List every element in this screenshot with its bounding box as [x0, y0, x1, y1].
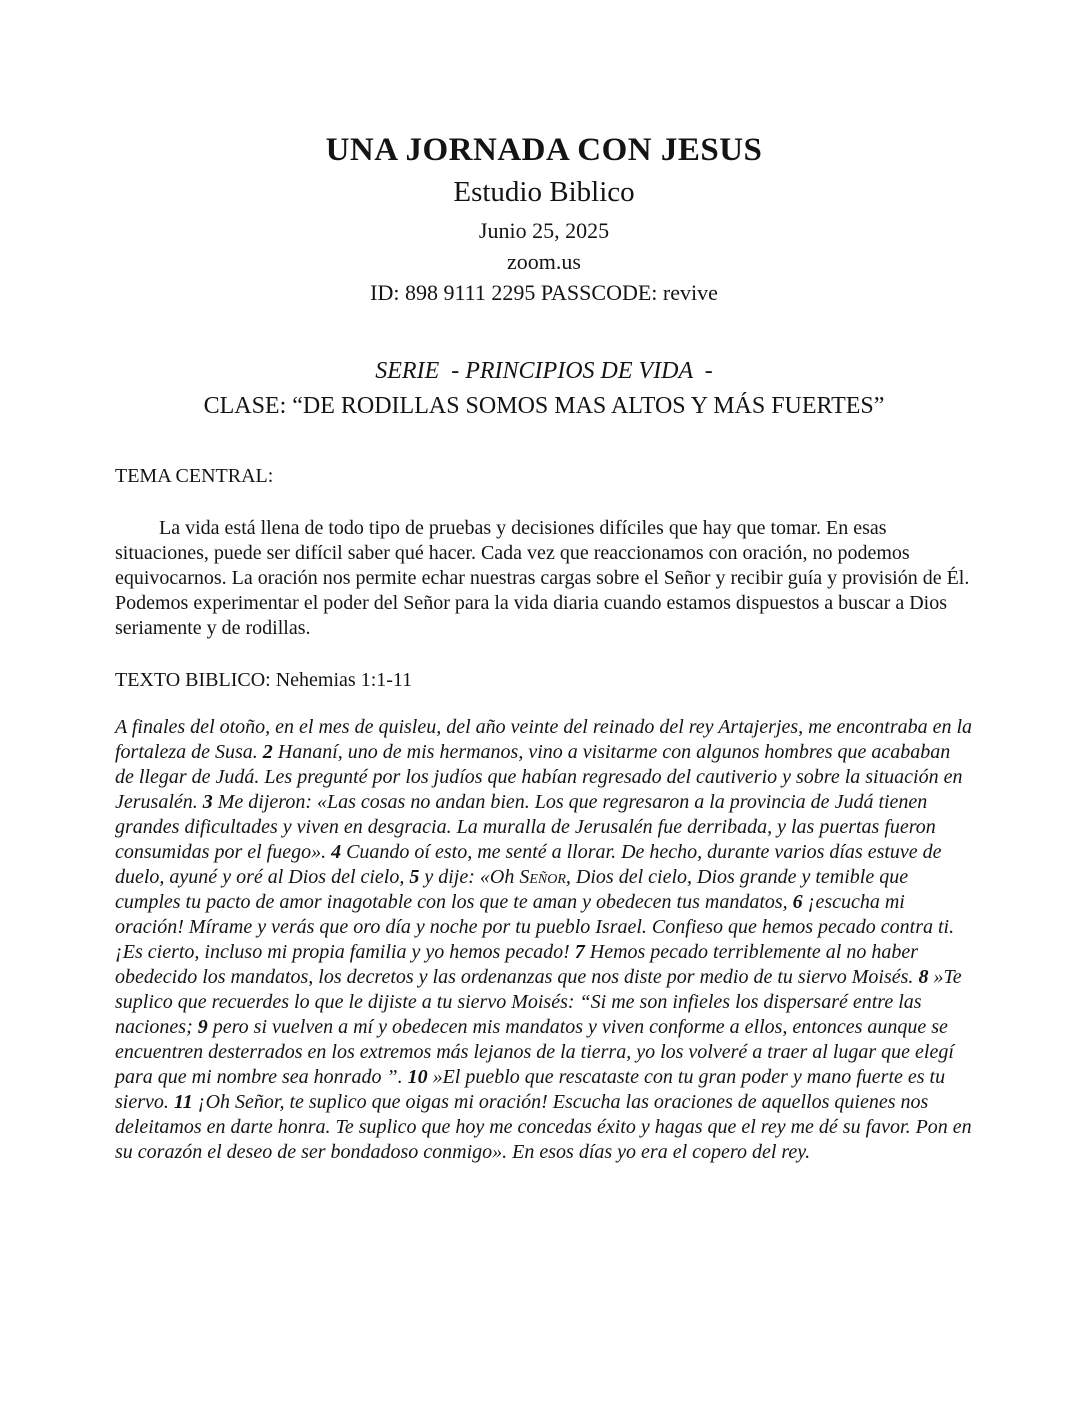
series-title: SERIE - PRINCIPIOS DE VIDA - [375, 358, 713, 384]
meeting-date: Junio 25, 2025 [478, 218, 610, 243]
texto-biblico-label: TEXTO BIBLICO: Nehemias 1:1-11 [115, 669, 413, 691]
document-title: UNA JORNADA CON JESUS [325, 132, 763, 168]
document-subtitle: Estudio Biblico [453, 176, 635, 208]
meeting-credentials: ID: 898 9111 2295 PASSCODE: revive [370, 280, 718, 305]
meeting-site: zoom.us [507, 249, 581, 274]
tema-central-label: TEMA CENTRAL: [115, 465, 274, 487]
tema-central-paragraph: La vida está llena de todo tipo de pruebas y decisiones difíciles que hay que tomar. En esas situaciones, puede ser difícil saber qué hacer. Cada vez que reaccionamos con oración, no podemos equivocarnos. La oración nos permite echar nuestras cargas sobre el Señor y recibir guía y provisión de Él. Podemos experimentar el poder del Señor para la vida diaria cuando estamos dispuestos a buscar a Dios seriamente y de rodillas. [115, 517, 970, 639]
bible-passage-text: A finales del otoño, en el mes de quisleu, del año veinte del reinado del rey Artajerjes, me encontraba en la fortaleza de Susa. 2 Hananí, uno de mis hermanos, vino a visitarme con algunos hombres que acababan de llegar de Judá. Les pregunté por los judíos que habían regresado del cautiverio y sobre la situación en Jerusalén. 3 Me dijeron: «Las cosas no andan bien. Los que regresaron a la provincia de Judá tienen grandes dificultades y viven en desgracia. La muralla de Jerusalén fue derribada, y las puertas fueron consumidas por el fuego». 4 Cuando oí esto, me senté a llorar. De hecho, durante varios días estuve de duelo, ayuné y oré al Dios del cielo, 5 y dije: «Oh Señor, Dios del cielo, Dios grande y temible que cumples tu pacto de amor inagotable con los que te aman y obedecen tus mandatos, 6 ¡escucha mi oración! Mírame y verás que oro día y noche por tu pueblo Israel. Confieso que hemos pecado contra ti. ¡Es cierto, incluso mi propia familia y yo hemos pecado! 7 Hemos pecado terriblemente al no haber obedecido los mandatos, los decretos y las ordenanzas que nos diste por medio de tu siervo Moisés. 8 »Te suplico que recuerdes lo que le dijiste a tu siervo Moisés: “Si me son infieles los dispersaré entre las naciones; 9 pero si vuelven a mí y obedecen mis mandatos y viven conforme a ellos, entonces aunque se encuentren desterrados en los extremos más lejanos de la tierra, yo los volveré a traer al lugar que elegí para que mi nombre sea honrado ”. 10 »El pueblo que rescataste con tu gran poder y mano fuerte es tu siervo. 11 ¡Oh Señor, te suplico que oigas mi oración! Escucha las oraciones de aquellos quienes nos deleitamos en darte honra. Te suplico que hoy me concedas éxito y hagas que el rey me dé su favor. Pon en su corazón el deseo de ser bondadoso conmigo». En esos días yo era el copero del rey. [115, 716, 973, 1163]
class-title: CLASE: “DE RODILLAS SOMOS MAS ALTOS Y MÁS FUERTES” [203, 393, 885, 419]
